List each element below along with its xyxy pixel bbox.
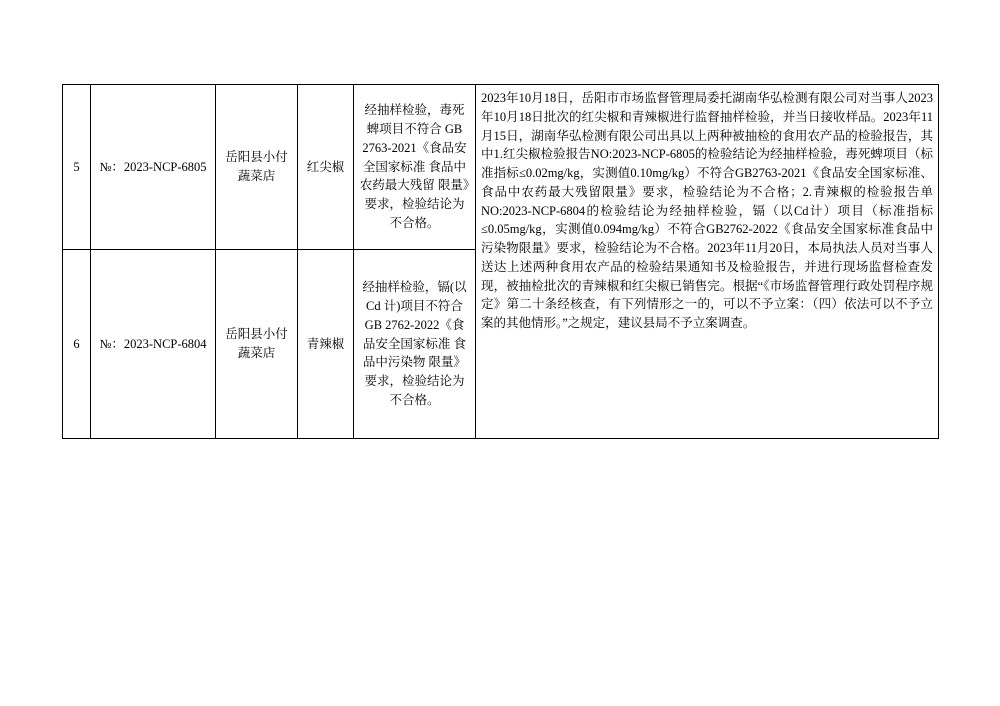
sample-code: №：2023-NCP-6805 bbox=[91, 85, 216, 250]
inspection-conclusion: 经抽样检验，镉(以 Cd 计)项目不符合 GB 2762-2022《食品安全国家标准 食品中污染物 限量》要求，检验结论为不合格。 bbox=[354, 250, 476, 439]
case-table bbox=[62, 84, 939, 439]
inspection-conclusion: 经抽样检验，毒死蜱项目不符合 GB 2763-2021《食品安全国家标准 食品中农药最大残留 限量》要求，检验结论为不合格。 bbox=[354, 85, 476, 250]
sample-code: №：2023-NCP-6804 bbox=[91, 250, 216, 439]
product-name: 青辣椒 bbox=[298, 250, 354, 439]
product-name: 红尖椒 bbox=[298, 85, 354, 250]
table-row bbox=[63, 85, 939, 250]
party-name: 岳阳县小付蔬菜店 bbox=[216, 85, 298, 250]
case-detail-text: 2023年10月18日，岳阳市市场监督管理局委托湖南华弘检测有限公司对当事人2023年10月18日批次的红尖椒和青辣椒进行监督抽样检验，并当日接收样品。2023年11月15日，湖南华弘检测有限公司出具以上两种被抽检的食用农产品的检验报告，其中1.红尖椒检验报告NO:2023-NCP-6805的检验结论为经抽样检验，毒死蜱项目（标准指标≤0.02mg/kg，实测值0.10mg/kg）不符合GB2763-2021《食品安全国家标准、食品中农药最大残留限量》要求，检验结论为不合格；2.青辣椒的检验报告单NO:2023-NCP-6804的检验结论为经抽样检验，镉（以Cd计）项目（标准指标≤0.05mg/kg，实测值0.094mg/kg）不符合GB2762-2022《食品安全国家标准食品中污染物限量》要求，检验结论为不合格。2023年11月20日，本局执法人员对当事人送达上述两种食用农产品的检验结果通知书及检验报告，并进行现场监督检查发现，被抽检批次的青辣椒和红尖椒已销售完。根据“《市场监督管理行政处罚程序规定》第二十条经核查，有下列情形之一的，可以不予立案：（四）依法可以不予立案的其他情形。”之规定，建议县局不予立案调查。 bbox=[476, 85, 939, 439]
party-name: 岳阳县小付蔬菜店 bbox=[216, 250, 298, 439]
row-index: 5 bbox=[63, 85, 91, 250]
row-index: 6 bbox=[63, 250, 91, 439]
case-table-container bbox=[62, 84, 938, 439]
